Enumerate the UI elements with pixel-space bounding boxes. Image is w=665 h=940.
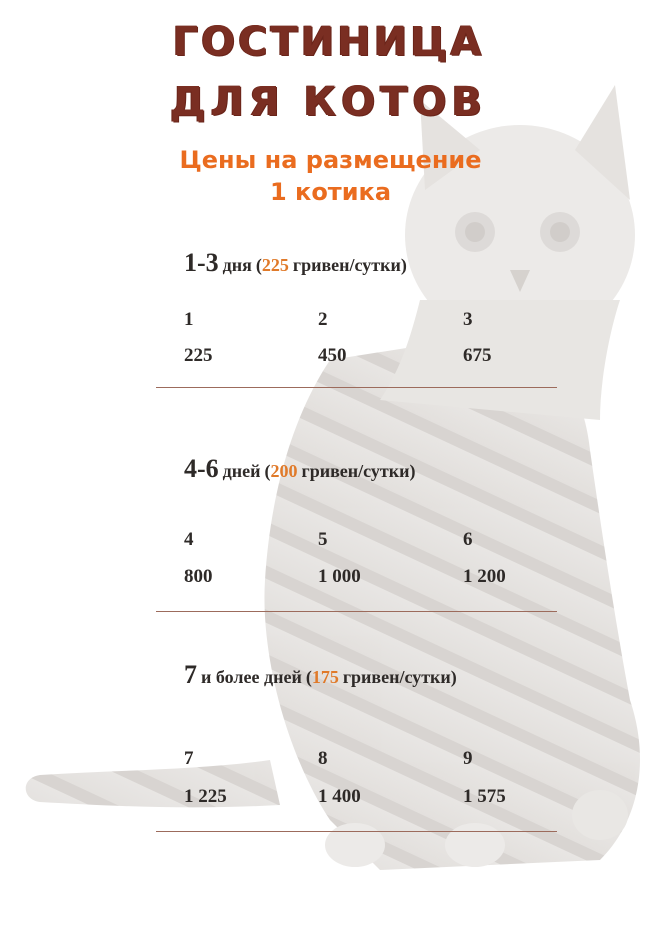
open-paren: (: [305, 667, 312, 687]
day-range: 7: [184, 660, 197, 689]
daily-rate: 225: [261, 255, 289, 275]
total-price: 1 400: [318, 786, 361, 807]
day-range: 4-6: [184, 454, 219, 483]
daily-rate: 200: [270, 461, 298, 481]
section-divider: [156, 831, 557, 832]
rate-unit: гривен/сутки): [301, 461, 416, 481]
day-range: 1-3: [184, 248, 219, 277]
day-count: 1: [184, 309, 194, 330]
day-count: 8: [318, 748, 328, 769]
days-word: дней: [222, 461, 261, 481]
days-word: и более дней: [201, 667, 302, 687]
subtitle-line-1: Цены на размещение: [179, 146, 482, 174]
total-price: 800: [184, 566, 213, 587]
total-price: 675: [463, 345, 492, 366]
section-divider: [156, 387, 557, 388]
total-price: 450: [318, 345, 347, 366]
days-word: дня: [222, 255, 252, 275]
rate-unit: гривен/сутки): [292, 255, 407, 275]
page-title-line-2: ДЛЯ КОТОВ: [169, 79, 488, 125]
section-heading-1-3-days: [184, 248, 407, 278]
day-count: 4: [184, 529, 194, 550]
section-divider: [156, 611, 557, 612]
day-count: 2: [318, 309, 328, 330]
total-price: 225: [184, 345, 213, 366]
rate-unit: гривен/сутки): [342, 667, 457, 687]
day-count: 9: [463, 748, 473, 769]
subtitle-line-2: 1 котика: [269, 178, 392, 206]
total-price: 1 225: [184, 786, 227, 807]
day-count: 7: [184, 748, 194, 769]
open-paren: (: [255, 255, 262, 275]
day-count: 6: [463, 529, 473, 550]
daily-rate: 175: [311, 667, 339, 687]
open-paren: (: [264, 461, 271, 481]
section-heading-7-plus-days: [184, 660, 457, 690]
day-count: 5: [318, 529, 328, 550]
total-price: 1 200: [463, 566, 506, 587]
total-price: 1 575: [463, 786, 506, 807]
day-count: 3: [463, 309, 473, 330]
section-heading-4-6-days: [184, 454, 415, 484]
total-price: 1 000: [318, 566, 361, 587]
page-title-line-1: ГОСТИНИЦА: [172, 19, 485, 65]
